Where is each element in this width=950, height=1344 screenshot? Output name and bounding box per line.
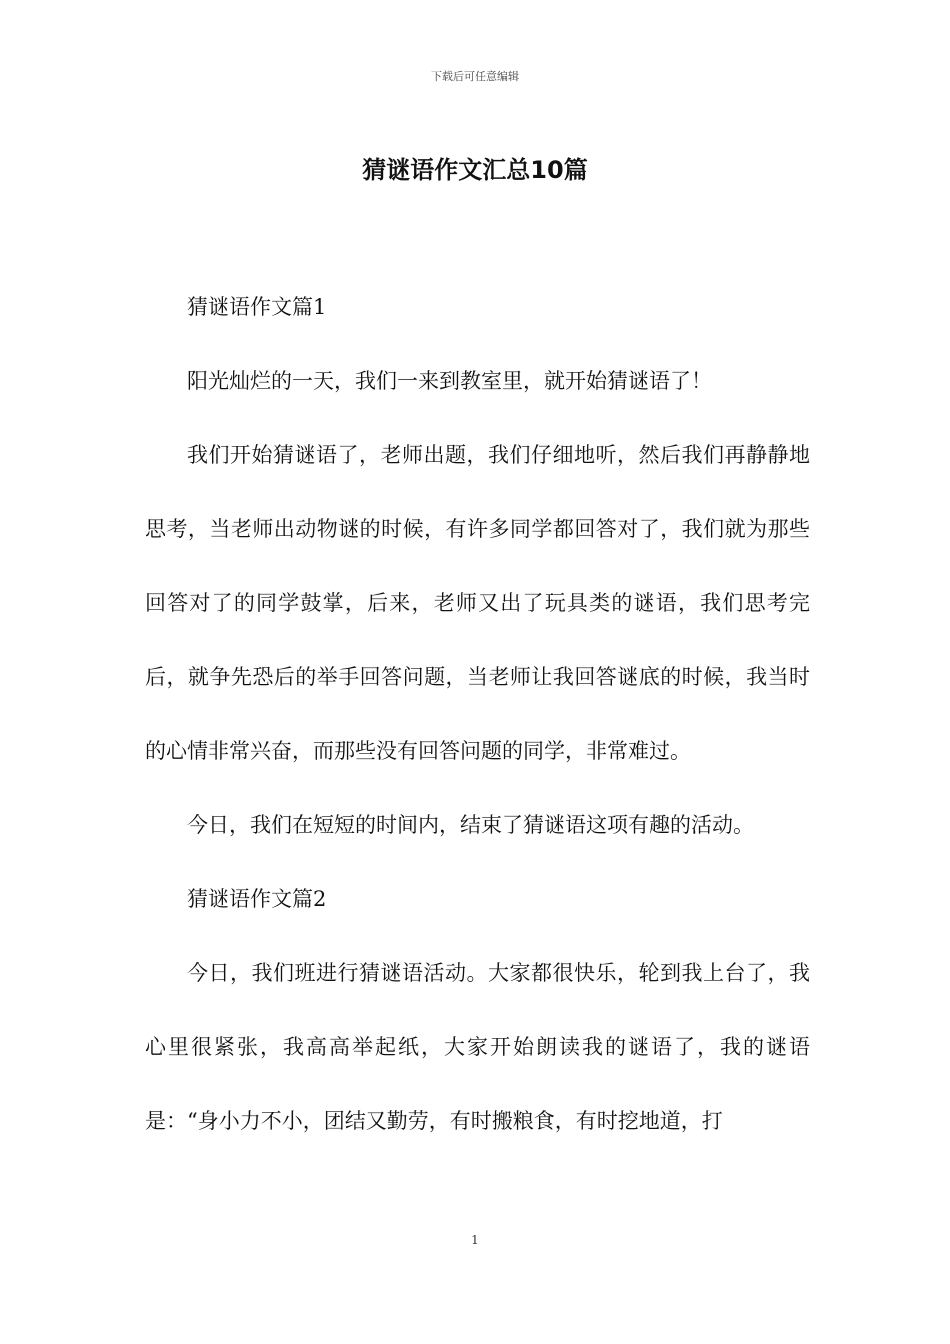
document-title: 猜谜语作文汇总10篇 [362,156,588,184]
paragraph: 今日，我们在短短的时间内，结束了猜谜语这项有趣的活动。 [187,813,754,837]
document-body [145,270,810,1158]
section-heading: 猜谜语作文篇2 [187,887,327,911]
paragraph: 阳光灿烂的一天，我们一来到教室里，就开始猜谜语了！ [187,369,712,393]
paragraph: 今日，我们班进行猜谜语活动。大家都很快乐，轮到我上台了，我心里很紧张，我高高举起纸，大家开始朗读我的谜语了，我的谜语是：“身小力不小，团结又勤劳，有时搬粮食，有时挖地道，打 [145,961,810,1133]
section-heading: 猜谜语作文篇1 [187,295,327,319]
header-note: 下载后可任意编辑 [431,70,519,83]
paragraph: 我们开始猜谜语了，老师出题，我们仔细地听，然后我们再静静地思考，当老师出动物谜的时候，有许多同学都回答对了，我们就为那些回答对了的同学鼓掌，后来，老师又出了玩具类的谜语，我们思考完后，就争先恐后的举手回答问题，当老师让我回答谜底的时候，我当时的心情非常兴奋，而那些没有回答问题的同学，非常难过。 [145,443,810,763]
page-number: 1 [471,1233,479,1247]
